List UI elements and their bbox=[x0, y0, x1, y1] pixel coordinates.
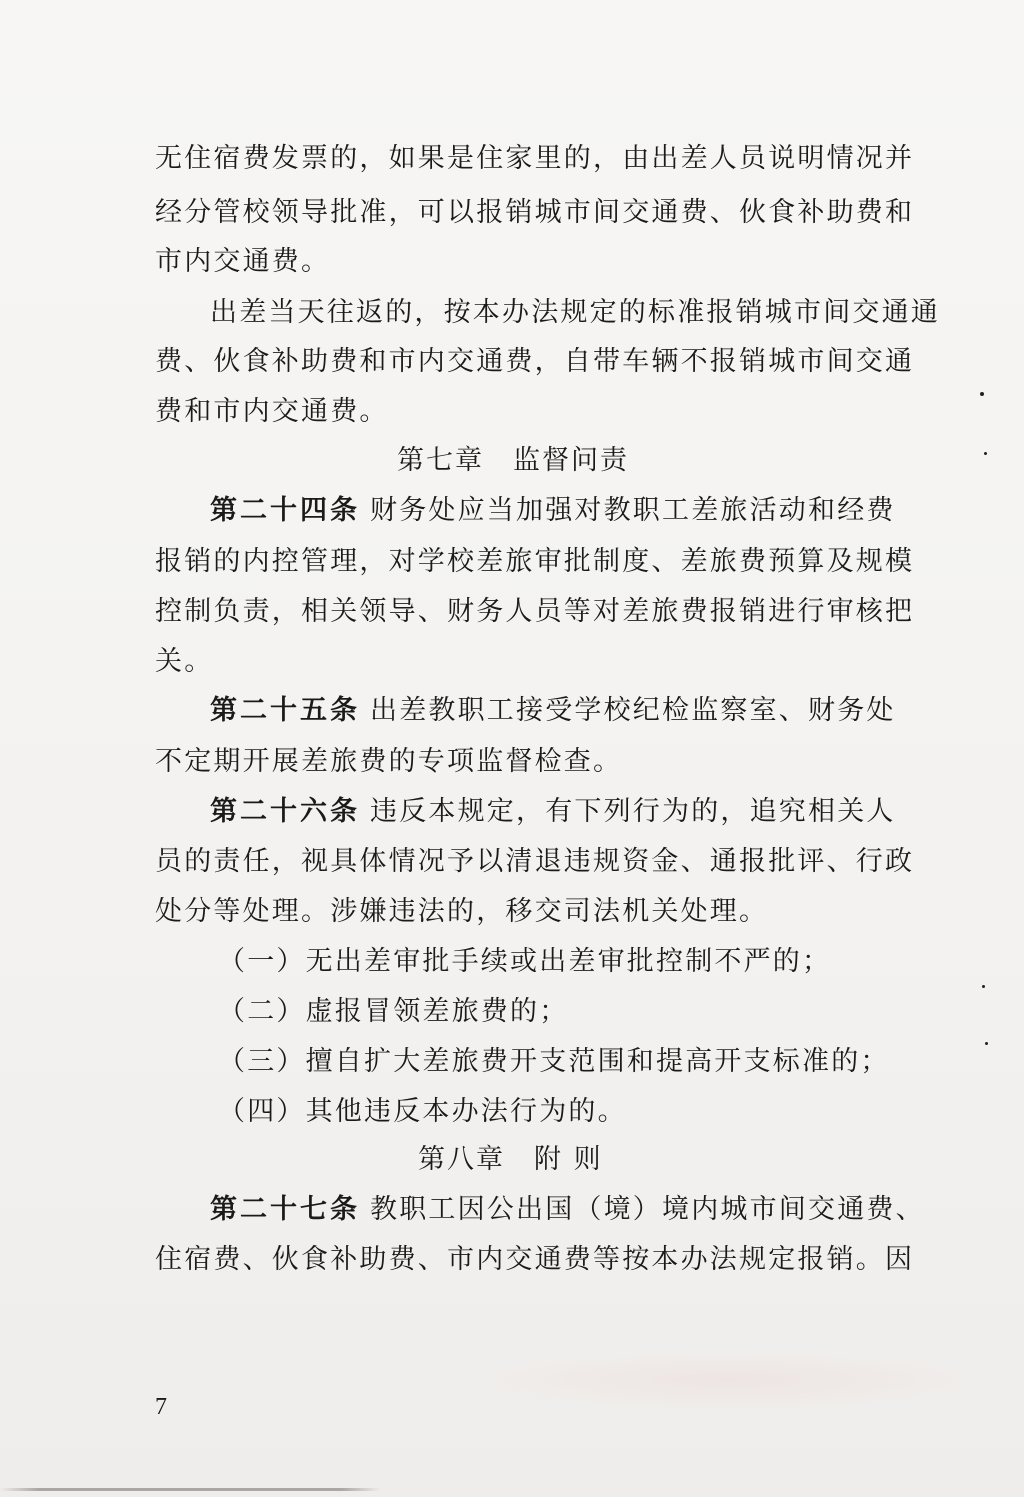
list-item: （二）虚报冒领差旅费的； bbox=[218, 996, 569, 1027]
body-line: 费、伙食补助费和市内交通费，自带车辆不报销城市间交通 bbox=[155, 346, 915, 377]
body-line: 处分等处理。涉嫌违法的，移交司法机关处理。 bbox=[155, 896, 769, 927]
article-label: 第二十六条 bbox=[210, 796, 360, 827]
article-first-line bbox=[210, 494, 896, 528]
body-line: 费和市内交通费。 bbox=[155, 396, 389, 427]
article-text: 教职工因公出国（境）境内城市间交通费、 bbox=[370, 1194, 925, 1225]
article-first-line bbox=[210, 694, 896, 728]
article-first-line bbox=[210, 795, 896, 829]
list-item: （四）其他违反本办法行为的。 bbox=[218, 1096, 627, 1127]
page-number: 7 bbox=[155, 1394, 167, 1420]
body-line: 员的责任，视具体情况予以清退违规资金、通报批评、行政 bbox=[155, 846, 915, 877]
article-text: 出差教职工接受学校纪检监察室、财务处 bbox=[370, 695, 896, 726]
chapter-heading: 第八章 附 则 bbox=[418, 1144, 603, 1175]
article-label: 第二十四条 bbox=[210, 495, 360, 526]
article-text: 财务处应当加强对教职工差旅活动和经费 bbox=[370, 495, 896, 526]
body-line: 住宿费、伙食补助费、市内交通费等按本办法规定报销。因 bbox=[155, 1244, 915, 1275]
body-line: 市内交通费。 bbox=[155, 246, 331, 277]
bottom-edge-rule bbox=[0, 1488, 380, 1491]
body-line: 出差当天往返的，按本办法规定的标准报销城市间交通通 bbox=[210, 297, 940, 328]
body-line: 经分管校领导批准，可以报销城市间交通费、伙食补助费和 bbox=[155, 197, 915, 228]
list-item: （三）擅自扩大差旅费开支范围和提高开支标准的； bbox=[218, 1046, 890, 1077]
scan-speck bbox=[982, 985, 985, 988]
body-line: 报销的内控管理，对学校差旅审批制度、差旅费预算及规模 bbox=[155, 546, 915, 577]
article-label: 第二十五条 bbox=[210, 695, 360, 726]
body-line: 控制负责，相关领导、财务人员等对差旅费报销进行审核把 bbox=[155, 596, 915, 627]
paper-stain bbox=[470, 1350, 990, 1410]
scan-speck bbox=[985, 1042, 988, 1045]
scan-speck bbox=[980, 392, 984, 396]
body-line: 关。 bbox=[155, 646, 214, 677]
chapter-heading: 第七章 监督问责 bbox=[397, 445, 629, 476]
body-line: 无住宿费发票的，如果是住家里的，由出差人员说明情况并 bbox=[155, 143, 915, 174]
article-first-line bbox=[210, 1193, 925, 1227]
list-item: （一）无出差审批手续或出差审批控制不严的； bbox=[218, 946, 832, 977]
body-line: 不定期开展差旅费的专项监督检查。 bbox=[155, 746, 623, 777]
article-label: 第二十七条 bbox=[210, 1194, 360, 1225]
article-text: 违反本规定，有下列行为的，追究相关人 bbox=[370, 796, 896, 827]
scan-speck bbox=[984, 452, 987, 455]
